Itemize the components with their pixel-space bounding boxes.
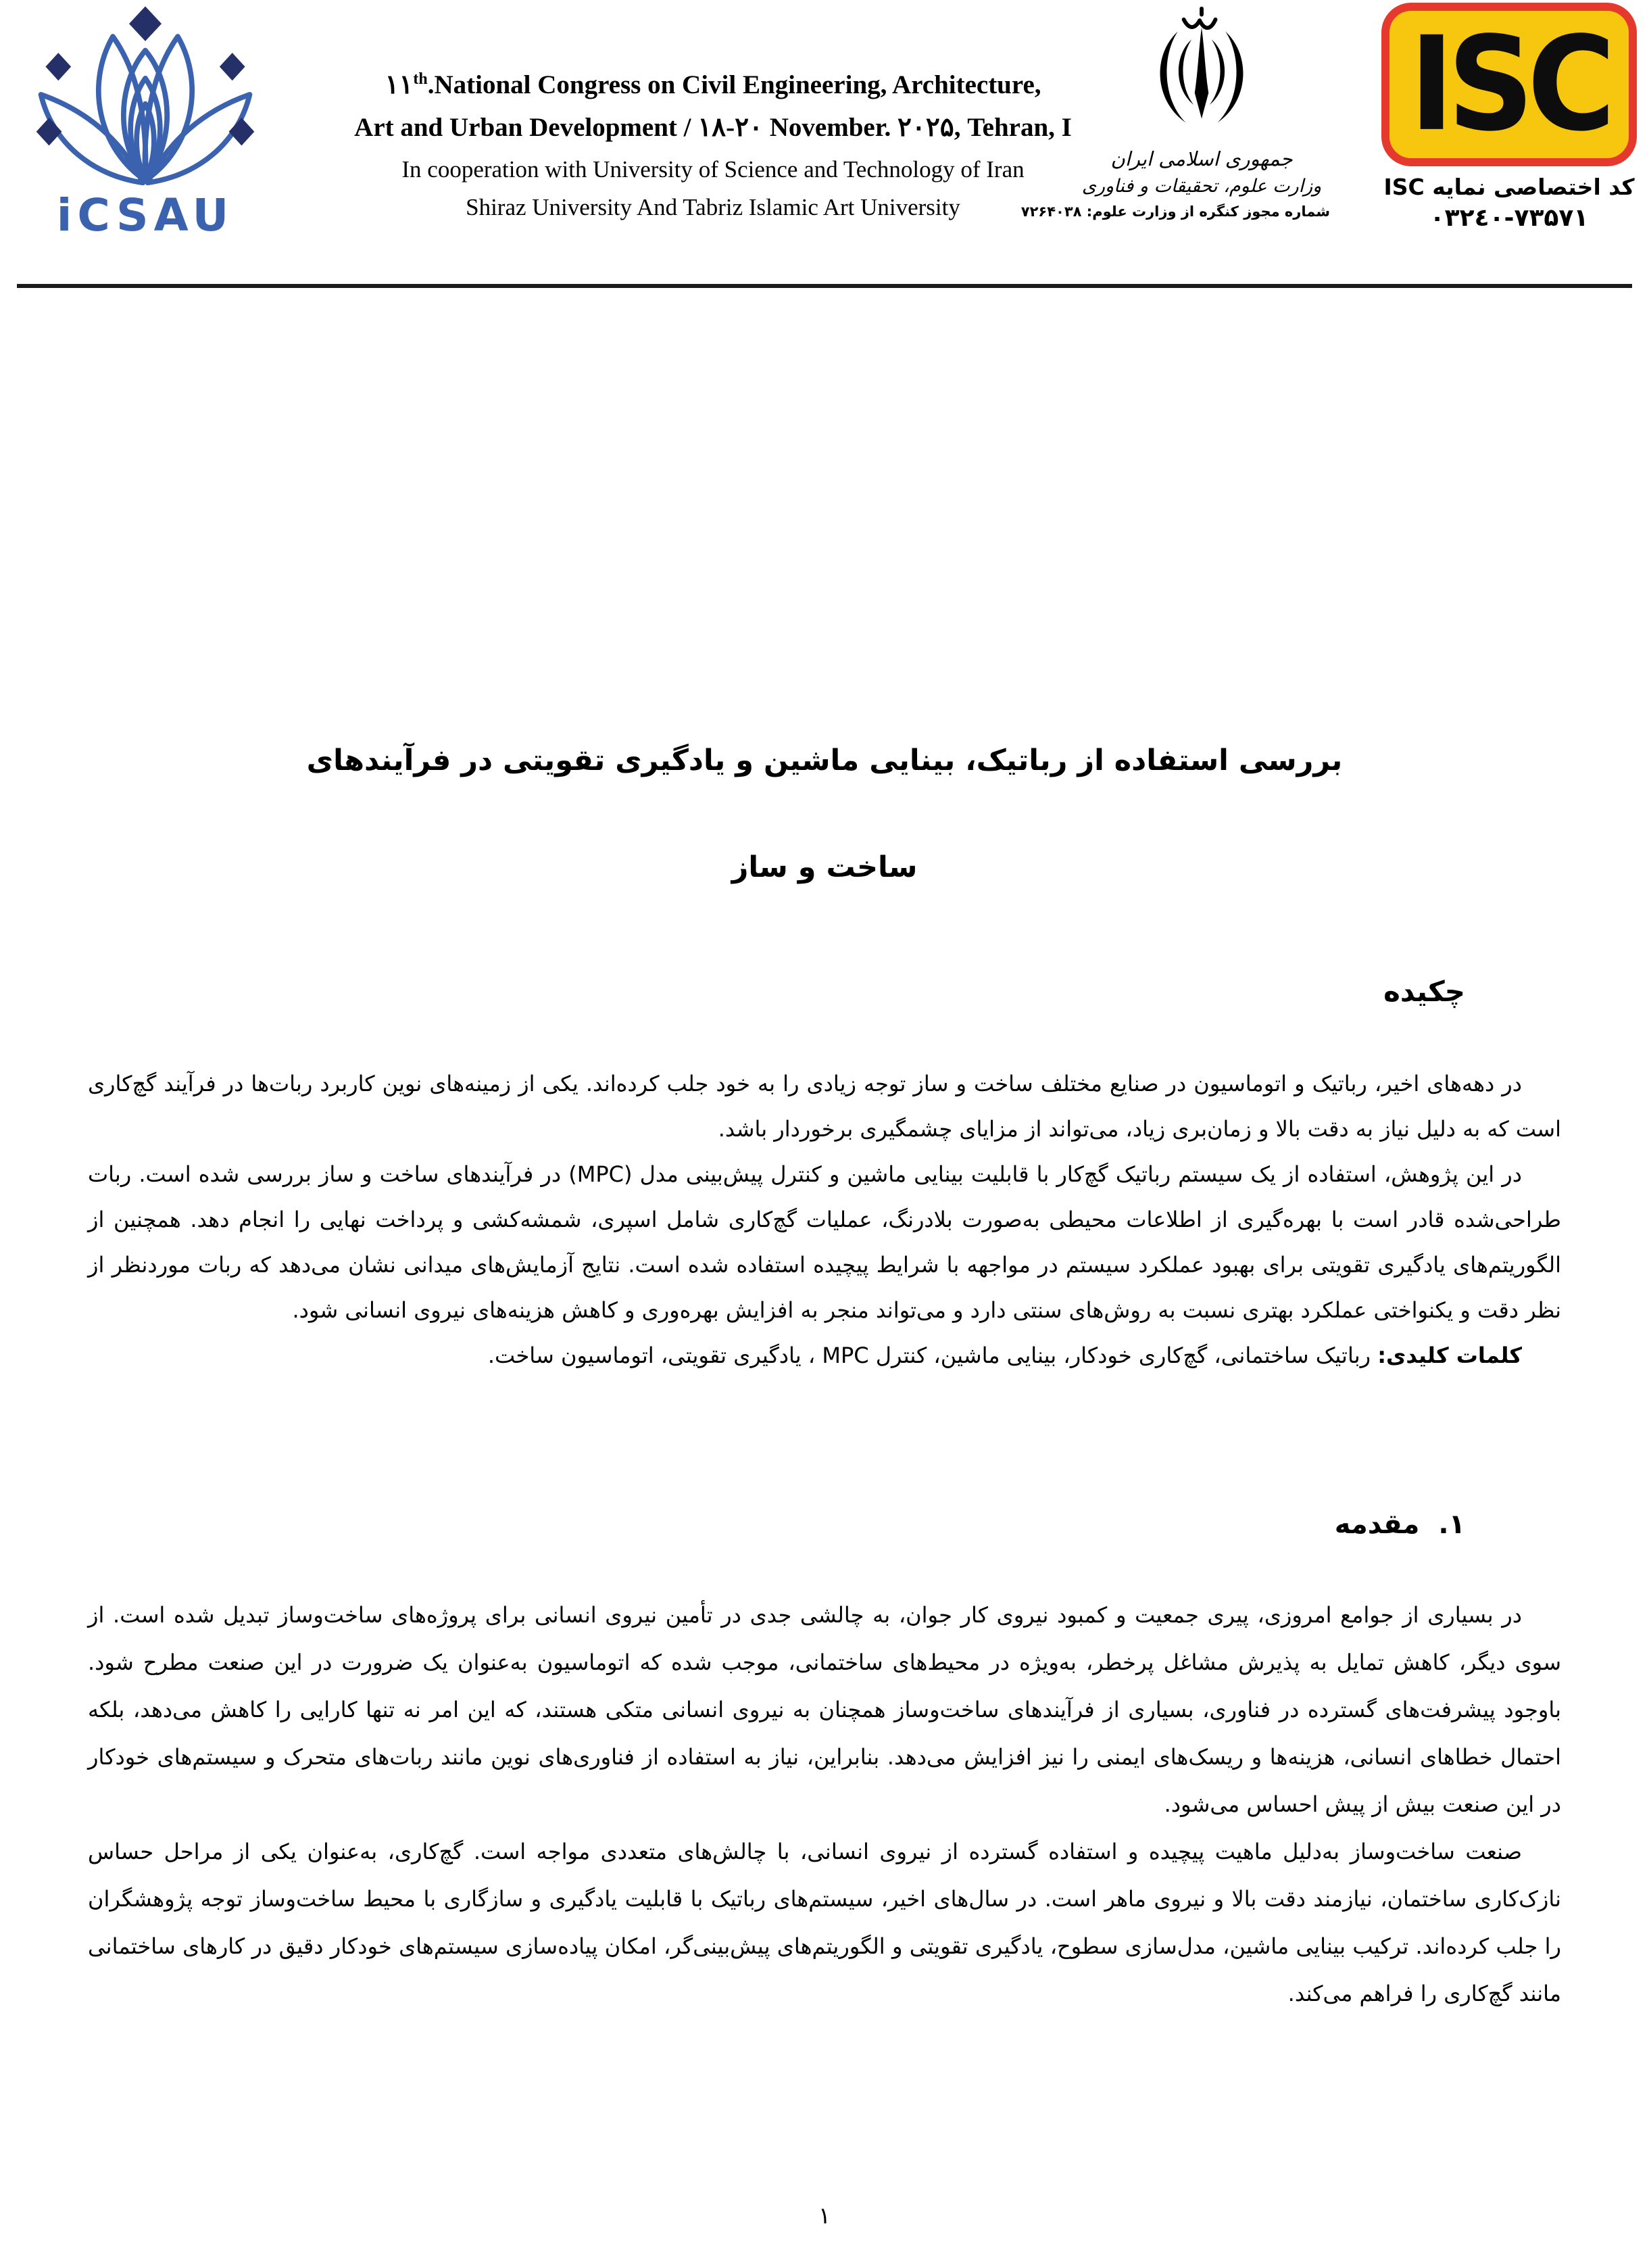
congress-number: ۱۱ bbox=[385, 70, 414, 99]
page-number: ۱ bbox=[818, 2202, 831, 2229]
gov-country-label: جمهوری اسلامی ایران bbox=[1110, 147, 1293, 170]
government-block bbox=[1020, 5, 1330, 223]
paper-title-line2: ساخت و ساز bbox=[731, 850, 918, 884]
abstract-paragraph: در دهه‌های اخیر، رباتیک و اتوماسیون در صنایع مختلف ساخت و ساز توجه زیادی را به خود جلب کرده‌اند. یکی از زمینه‌های نوین کاربرد ربات‌ها در فرآیند گچ‌کاری است که به دلیل نیاز به دقت بالا و زمان‌بری زیاد، می‌تواند از مزایای چشمگیری برخوردار باشد. bbox=[88, 1071, 1561, 1142]
introduction-paragraph: در بسیاری از جوامع امروزی، پیری جمعیت و کمبود نیروی کار جوان، به چالشی جدی در تأمین نیروی انسانی برای پروژه‌های ساخت‌وساز تبدیل شده است. از سوی دیگر، کاهش تمایل به پذیرش مشاغل پرخطر، به‌ویژه در محیط‌های ساختمانی، موجب شده که اتوماسیون به‌عنوان یک ضرورت در این صنعت مطرح شود. باوجود پیشرفت‌های گسترده در فناوری، بسیاری از فرآیندهای ساخت‌وساز همچنان به نیروی انسانی متکی هستند، که این امر نه تنها کارایی را کاهش می‌دهد، بلکه احتمال خطاهای انسانی، هزینه‌ها و ریسک‌های ایمنی را نیز افزایش می‌دهد. بنابراین، نیاز به استفاده از فناوری‌های نوین مانند ربات‌های متحرک و سیستم‌های خودکار در این صنعت بیش از پیش احساس می‌شود. bbox=[88, 1602, 1561, 1817]
isc-logo bbox=[1381, 3, 1637, 166]
congress-line4: Shiraz University And Tabriz Islamic Art University bbox=[466, 194, 960, 220]
abstract-body bbox=[88, 1061, 1561, 1378]
introduction-paragraph: صنعت ساخت‌وساز به‌دلیل ماهیت پیچیده و استفاده گسترده از نیروی انسانی، با چالش‌های متعددی مواجه است. گچ‌کاری، به‌عنوان یکی از مراحل حساس نازک‌کاری ساختمان، نیازمند دقت بالا و نیروی ماهر است. در سال‌های اخیر، سیستم‌های رباتیک با قابلیت یادگیری و سازگاری با محیط ساخت‌وساز توجه پژوهشگران را جلب کرده‌اند. ترکیب بینایی ماشین، مدل‌سازی سطوح، یادگیری تقویتی و الگوریتم‌های پیش‌بینی‌گر، امکان پیاده‌سازی سیستم‌های خودکار دقیق در کارهای ساختمانی مانند گچ‌کاری را فراهم می‌کند. bbox=[88, 1839, 1561, 2006]
header-divider bbox=[17, 284, 1632, 288]
iran-emblem-icon bbox=[1142, 5, 1261, 145]
keywords-text: رباتیک ساختمانی، گچ‌کاری خودکار، بینایی ماشین، کنترل MPC ، یادگیری تقویتی، اتوماسیون ساخت. bbox=[487, 1343, 1378, 1368]
introduction-body bbox=[88, 1591, 1561, 2017]
isc-wordmark: ISC bbox=[1409, 8, 1609, 160]
congress-line3: In cooperation with University of Science and Technology of Iran bbox=[401, 156, 1025, 183]
congress-line1 bbox=[270, 58, 1156, 106]
congress-line2: Art and Urban Development / ۱۸-۲۰ November. ۲۰۲۵, Tehran, I bbox=[354, 113, 1072, 142]
gov-license-number: شماره مجوز کنگره از وزارت علوم: ۷۲۶۴۰۳۸ bbox=[1020, 203, 1330, 220]
keywords-label: کلمات کلیدی: bbox=[1377, 1343, 1522, 1368]
paper-title bbox=[54, 707, 1595, 921]
gov-ministry-label: وزارت علوم، تحقیقات و فناوری bbox=[1081, 176, 1322, 197]
congress-ordinal-suffix: th bbox=[413, 70, 428, 88]
isc-index-code: ۰۳۲٤۰-۷۳۵۷۱ bbox=[1429, 204, 1589, 232]
abstract-paragraph: در این پژوهش، استفاده از یک سیستم رباتیک گچ‌کار با قابلیت بینایی ماشین و کنترل پیش‌بینی مدل (MPC) در فرآیندهای ساخت و ساز بررسی شده است. ربات طراحی‌شده قادر است با بهره‌گیری از اطلاعات محیطی به‌صورت بلادرنگ، عملیات گچ‌کاری شامل اسپری، شمشه‌کشی و پرداخت نهایی را انجام دهد. همچنین از الگوریتم‌های یادگیری تقویتی برای بهبود عملکرد سیستم در مواجهه با شرایط پیچیده استفاده شده است. نتایج آزمایش‌های میدانی نشان می‌دهد که ربات موردنظر از نظر دقت و یکنواختی عملکرد بهتری نسبت به روش‌های سنتی دارد و می‌تواند منجر به افزایش بهره‌وری و کاهش هزینه‌های نیروی انسانی شود. bbox=[88, 1161, 1561, 1323]
congress-line1-text: .National Congress on Civil Engineering, Architecture, bbox=[427, 70, 1041, 99]
isc-block bbox=[1373, 3, 1645, 234]
introduction-heading bbox=[1335, 1509, 1465, 1540]
section-number: ۱. bbox=[1438, 1509, 1465, 1540]
keywords-line bbox=[88, 1333, 1561, 1378]
paper-title-line1: بررسی استفاده از رباتیک، بینایی ماشین و یادگیری تقویتی در فرآیندهای bbox=[306, 744, 1343, 777]
icsau-logo bbox=[7, 4, 284, 241]
abstract-heading: چکیده bbox=[1383, 975, 1465, 1008]
isc-caption: کد اختصاصی نمایه ISC bbox=[1383, 174, 1635, 200]
section-title: مقدمه bbox=[1334, 1509, 1420, 1540]
icsau-wordmark: iCSAU bbox=[56, 189, 235, 241]
lotus-icon bbox=[13, 4, 278, 192]
